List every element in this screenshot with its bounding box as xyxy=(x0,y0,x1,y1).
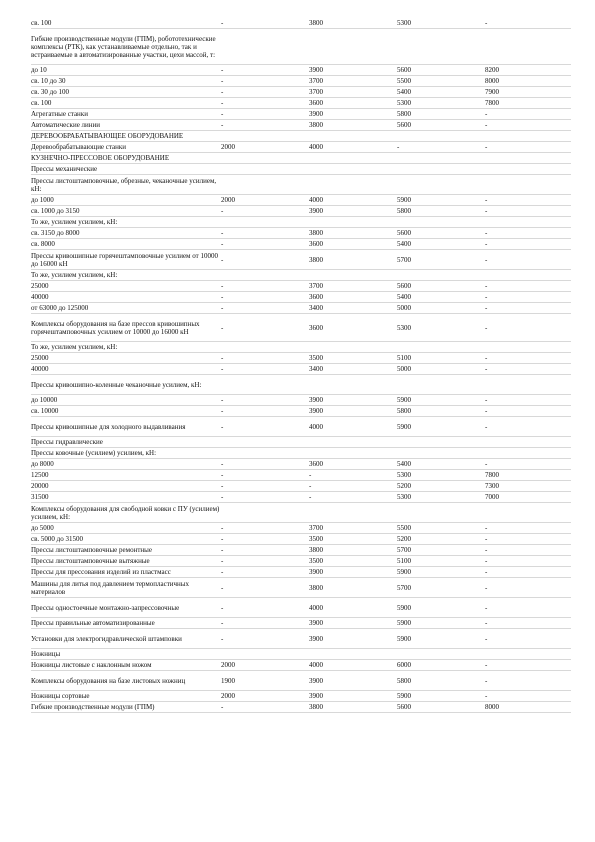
row-label: св. 8000 xyxy=(31,240,55,248)
value-cell: - xyxy=(485,407,488,415)
row-label: от 63000 до 125000 xyxy=(31,304,89,312)
row-label: до 10000 xyxy=(31,396,58,404)
value-cell: 4000 xyxy=(309,661,323,669)
table-row xyxy=(31,195,571,206)
row-label: св. 5000 до 31500 xyxy=(31,535,83,543)
value-cell: - xyxy=(485,460,488,468)
value-cell: - xyxy=(397,143,400,151)
table-row xyxy=(31,109,571,120)
value-cell: 7800 xyxy=(485,471,499,479)
table-row xyxy=(31,142,571,153)
norms-table xyxy=(31,18,571,713)
value-cell: - xyxy=(485,619,488,627)
value-cell: 8200 xyxy=(485,66,499,74)
value-cell: 5300 xyxy=(397,19,411,27)
table-row xyxy=(31,481,571,492)
value-cell: 5900 xyxy=(397,634,411,643)
value-cell: - xyxy=(221,110,224,118)
value-cell: 3900 xyxy=(309,692,323,700)
value-cell: - xyxy=(485,293,488,301)
row-label: св. 100 xyxy=(31,19,52,27)
row-label: Деревообрабатывающие станки xyxy=(31,143,127,151)
value-cell: 3700 xyxy=(309,88,323,96)
row-label: Установки для электрогидравлической штамповки xyxy=(31,634,182,643)
value-cell: 8000 xyxy=(485,77,499,85)
value-cell: - xyxy=(485,546,488,554)
row-label: То же, усилием усилием, кН: xyxy=(31,343,118,351)
row-label: Ножницы листовые с наклонным ножом xyxy=(31,661,152,669)
value-cell: 5400 xyxy=(397,240,411,248)
value-cell: - xyxy=(221,460,224,468)
value-cell: 3900 xyxy=(309,66,323,74)
row-label: Автоматические линии xyxy=(31,121,101,129)
value-cell: 3900 xyxy=(309,634,323,643)
value-cell: 3600 xyxy=(309,240,323,248)
value-cell: 5900 xyxy=(397,568,411,576)
value-cell: 3800 xyxy=(309,703,323,711)
value-cell: - xyxy=(485,583,488,592)
value-cell: - xyxy=(485,557,488,565)
table-row xyxy=(31,98,571,109)
value-cell: - xyxy=(485,692,488,700)
value-cell: - xyxy=(221,603,224,612)
table-row xyxy=(31,76,571,87)
value-cell: - xyxy=(485,19,488,27)
row-label: Ножницы xyxy=(31,650,61,658)
table-row xyxy=(31,406,571,417)
value-cell: 5300 xyxy=(397,471,411,479)
value-cell: 5500 xyxy=(397,524,411,532)
row-label: Прессы ковочные (усилием) усилием, кН: xyxy=(31,449,157,457)
value-cell: 3400 xyxy=(309,365,323,373)
row-label: Комплексы оборудования на базе листовых ножниц xyxy=(31,676,186,685)
row-label: до 5000 xyxy=(31,524,54,532)
value-cell: 7900 xyxy=(485,88,499,96)
row-label: Прессы для прессования изделий из пластмасс xyxy=(31,568,171,576)
value-cell: - xyxy=(485,568,488,576)
table-row xyxy=(31,567,571,578)
value-cell: - xyxy=(485,304,488,312)
value-cell: - xyxy=(221,634,224,643)
table-row xyxy=(31,660,571,671)
table-row xyxy=(31,448,571,459)
table-row xyxy=(31,87,571,98)
value-cell: 5400 xyxy=(397,88,411,96)
value-cell: - xyxy=(485,196,488,204)
value-cell: 3500 xyxy=(309,354,323,362)
value-cell: - xyxy=(221,619,224,627)
value-cell: - xyxy=(485,143,488,151)
value-cell: - xyxy=(221,229,224,237)
row-label: Машины для литья под давлением термопластичных материалов xyxy=(31,579,189,596)
row-label: Прессы листоштамповочные, обрезные, чеканочные усилием, кН: xyxy=(31,176,217,193)
value-cell: - xyxy=(221,422,224,431)
value-cell: 2000 xyxy=(221,143,235,151)
row-label: 40000 xyxy=(31,365,49,373)
row-label: до 8000 xyxy=(31,460,54,468)
row-label: Агрегатные станки xyxy=(31,110,88,118)
value-cell: - xyxy=(221,304,224,312)
value-cell: 5900 xyxy=(397,603,411,612)
value-cell: - xyxy=(221,121,224,129)
table-row xyxy=(31,598,571,618)
value-cell: - xyxy=(221,471,224,479)
value-cell: 2000 xyxy=(221,661,235,669)
value-cell: - xyxy=(309,493,312,501)
row-label: св. 100 xyxy=(31,99,52,107)
value-cell: 5300 xyxy=(397,323,411,332)
row-label: Прессы кривошипно-коленные чеканочные усилием, кН: xyxy=(31,380,202,389)
value-cell: - xyxy=(485,255,488,264)
row-label: То же, усилием усилием, кН: xyxy=(31,218,118,226)
table-row xyxy=(31,459,571,470)
row-label: Ножницы сортовые xyxy=(31,692,90,700)
row-label: Гибкие производственные модули (ГПМ), робототехнические комплексы (РТК), как устанавливаемые отдельно, так и встраиваемые в автоматизированные участки, цехи массой, т: xyxy=(31,34,216,59)
table-row xyxy=(31,153,571,164)
table-row xyxy=(31,556,571,567)
row-label: Прессы механические xyxy=(31,165,98,173)
table-row xyxy=(31,353,571,364)
value-cell: 5400 xyxy=(397,293,411,301)
value-cell: 3600 xyxy=(309,99,323,107)
value-cell: 1900 xyxy=(221,676,235,685)
value-cell: - xyxy=(485,676,488,685)
value-cell: 5300 xyxy=(397,493,411,501)
value-cell: - xyxy=(485,229,488,237)
table-row xyxy=(31,175,571,195)
value-cell: - xyxy=(221,583,224,592)
value-cell: - xyxy=(221,354,224,362)
table-row xyxy=(31,492,571,503)
value-cell: 3800 xyxy=(309,583,323,592)
table-row xyxy=(31,503,571,523)
value-cell: 5600 xyxy=(397,121,411,129)
value-cell: 5900 xyxy=(397,396,411,404)
value-cell: - xyxy=(221,407,224,415)
table-row xyxy=(31,217,571,228)
value-cell: 3800 xyxy=(309,546,323,554)
value-cell: 3800 xyxy=(309,229,323,237)
value-cell: - xyxy=(485,282,488,290)
value-cell: - xyxy=(485,207,488,215)
table-row xyxy=(31,239,571,250)
value-cell: 5600 xyxy=(397,282,411,290)
row-label: ДЕРЕВООБРАБАТЫВАЮЩЕЕ ОБОРУДОВАНИЕ xyxy=(31,132,184,140)
value-cell: 5600 xyxy=(397,229,411,237)
value-cell: 3900 xyxy=(309,110,323,118)
value-cell: 5300 xyxy=(397,99,411,107)
value-cell: 3800 xyxy=(309,121,323,129)
value-cell: - xyxy=(221,524,224,532)
table-row xyxy=(31,314,571,342)
value-cell: 7000 xyxy=(485,493,499,501)
value-cell: - xyxy=(221,365,224,373)
value-cell: 3900 xyxy=(309,396,323,404)
value-cell: 7800 xyxy=(485,99,499,107)
row-label: св. 10000 xyxy=(31,407,59,415)
table-row xyxy=(31,691,571,702)
table-row xyxy=(31,545,571,556)
table-row xyxy=(31,578,571,598)
value-cell: 6000 xyxy=(397,661,411,669)
table-row xyxy=(31,29,571,65)
table-row xyxy=(31,281,571,292)
table-row xyxy=(31,250,571,270)
table-row xyxy=(31,470,571,481)
table-row xyxy=(31,629,571,649)
value-cell: 3900 xyxy=(309,568,323,576)
value-cell: - xyxy=(485,354,488,362)
table-row xyxy=(31,18,571,29)
value-cell: 3900 xyxy=(309,619,323,627)
row-label: 25000 xyxy=(31,354,49,362)
row-label: Прессы листоштамповочные ремонтные xyxy=(31,546,152,554)
value-cell: - xyxy=(221,77,224,85)
table-row xyxy=(31,65,571,76)
value-cell: - xyxy=(221,557,224,565)
value-cell: 5700 xyxy=(397,583,411,592)
value-cell: 5600 xyxy=(397,66,411,74)
value-cell: - xyxy=(485,110,488,118)
row-label: Прессы правильные автоматизированные xyxy=(31,619,155,627)
value-cell: - xyxy=(221,568,224,576)
row-label: Гибкие производственные модули (ГПМ) xyxy=(31,703,155,711)
row-label: То же, усилием усилием, кН: xyxy=(31,271,118,279)
value-cell: - xyxy=(221,546,224,554)
row-label: до 10 xyxy=(31,66,47,74)
value-cell: 4000 xyxy=(309,603,323,612)
table-row xyxy=(31,395,571,406)
value-cell: 5100 xyxy=(397,354,411,362)
value-cell: 3600 xyxy=(309,293,323,301)
value-cell: 5100 xyxy=(397,557,411,565)
row-label: 31500 xyxy=(31,493,49,501)
table-row xyxy=(31,523,571,534)
table-row xyxy=(31,417,571,437)
value-cell: 5900 xyxy=(397,196,411,204)
value-cell: - xyxy=(485,524,488,532)
value-cell: - xyxy=(221,482,224,490)
value-cell: - xyxy=(221,535,224,543)
table-row xyxy=(31,702,571,713)
row-label: св. 1000 до 3150 xyxy=(31,207,80,215)
value-cell: - xyxy=(221,293,224,301)
table-row xyxy=(31,120,571,131)
table-row xyxy=(31,342,571,353)
value-cell: 5800 xyxy=(397,110,411,118)
value-cell: 3900 xyxy=(309,676,323,685)
table-row xyxy=(31,206,571,217)
row-label: 25000 xyxy=(31,282,49,290)
value-cell: - xyxy=(221,493,224,501)
value-cell: 3500 xyxy=(309,557,323,565)
value-cell: 2000 xyxy=(221,196,235,204)
value-cell: 3700 xyxy=(309,524,323,532)
table-row xyxy=(31,303,571,314)
row-label: Прессы гидравлические xyxy=(31,438,103,446)
value-cell: - xyxy=(221,99,224,107)
row-label: Прессы одностоечные монтажно-запрессовочные xyxy=(31,603,180,612)
value-cell: 5800 xyxy=(397,676,411,685)
value-cell: 5000 xyxy=(397,365,411,373)
table-row xyxy=(31,270,571,281)
row-label: Прессы кривошипные горячештамповочные усилием от 10000 до 16000 кН xyxy=(31,251,218,268)
value-cell: - xyxy=(485,422,488,431)
value-cell: - xyxy=(485,365,488,373)
value-cell: - xyxy=(485,240,488,248)
row-label: 40000 xyxy=(31,293,49,301)
table-row xyxy=(31,618,571,629)
value-cell: 3600 xyxy=(309,460,323,468)
value-cell: - xyxy=(309,482,312,490)
value-cell: 3400 xyxy=(309,304,323,312)
value-cell: - xyxy=(485,661,488,669)
value-cell: 3700 xyxy=(309,77,323,85)
value-cell: - xyxy=(221,255,224,264)
row-label: КУЗНЕЧНО-ПРЕССОВОЕ ОБОРУДОВАНИЕ xyxy=(31,154,170,162)
table-row xyxy=(31,364,571,375)
value-cell: - xyxy=(221,396,224,404)
value-cell: - xyxy=(485,323,488,332)
value-cell: 4000 xyxy=(309,196,323,204)
value-cell: - xyxy=(221,19,224,27)
value-cell: 5600 xyxy=(397,703,411,711)
value-cell: 3900 xyxy=(309,407,323,415)
row-label: св. 3150 до 8000 xyxy=(31,229,80,237)
value-cell: 5400 xyxy=(397,460,411,468)
value-cell: 3500 xyxy=(309,535,323,543)
value-cell: 3800 xyxy=(309,19,323,27)
value-cell: 2000 xyxy=(221,692,235,700)
row-label: 20000 xyxy=(31,482,49,490)
value-cell: 7300 xyxy=(485,482,499,490)
table-row xyxy=(31,671,571,691)
table-row xyxy=(31,534,571,545)
value-cell: 4000 xyxy=(309,143,323,151)
value-cell: - xyxy=(221,282,224,290)
value-cell: 3800 xyxy=(309,255,323,264)
row-label: св. 10 до 30 xyxy=(31,77,66,85)
value-cell: - xyxy=(485,396,488,404)
row-label: Комплексы оборудования для свободной ковки с ПУ (усилием) усилием, кН: xyxy=(31,504,220,521)
value-cell: - xyxy=(485,121,488,129)
value-cell: - xyxy=(485,634,488,643)
value-cell: - xyxy=(485,603,488,612)
table-row xyxy=(31,292,571,303)
value-cell: 5000 xyxy=(397,304,411,312)
row-label: Прессы листоштамповочные вытяжные xyxy=(31,557,150,565)
value-cell: 8000 xyxy=(485,703,499,711)
value-cell: 5200 xyxy=(397,482,411,490)
value-cell: - xyxy=(309,471,312,479)
value-cell: - xyxy=(221,88,224,96)
value-cell: - xyxy=(221,66,224,74)
value-cell: 3600 xyxy=(309,323,323,332)
value-cell: 5800 xyxy=(397,407,411,415)
value-cell: 5700 xyxy=(397,546,411,554)
value-cell: 5900 xyxy=(397,422,411,431)
value-cell: - xyxy=(221,703,224,711)
table-row xyxy=(31,228,571,239)
table-row xyxy=(31,164,571,175)
value-cell: 5900 xyxy=(397,692,411,700)
table-row xyxy=(31,649,571,660)
value-cell: 5900 xyxy=(397,619,411,627)
value-cell: - xyxy=(221,207,224,215)
value-cell: 3900 xyxy=(309,207,323,215)
row-label: до 1000 xyxy=(31,196,54,204)
row-label: Прессы кривошипные для холодного выдавливания xyxy=(31,422,186,431)
row-label: св. 30 до 100 xyxy=(31,88,69,96)
value-cell: 5800 xyxy=(397,207,411,215)
value-cell: 5500 xyxy=(397,77,411,85)
table-row xyxy=(31,131,571,142)
value-cell: 5200 xyxy=(397,535,411,543)
table-row xyxy=(31,437,571,448)
row-label: Комплексы оборудования на базе прессов кривошипных горячештамповочных усилием от 10000 до 16000 кН xyxy=(31,319,200,336)
value-cell: - xyxy=(485,535,488,543)
row-label: 12500 xyxy=(31,471,49,479)
value-cell: - xyxy=(221,323,224,332)
value-cell: - xyxy=(221,240,224,248)
value-cell: 3700 xyxy=(309,282,323,290)
value-cell: 5700 xyxy=(397,255,411,264)
table-row xyxy=(31,375,571,395)
value-cell: 4000 xyxy=(309,422,323,431)
